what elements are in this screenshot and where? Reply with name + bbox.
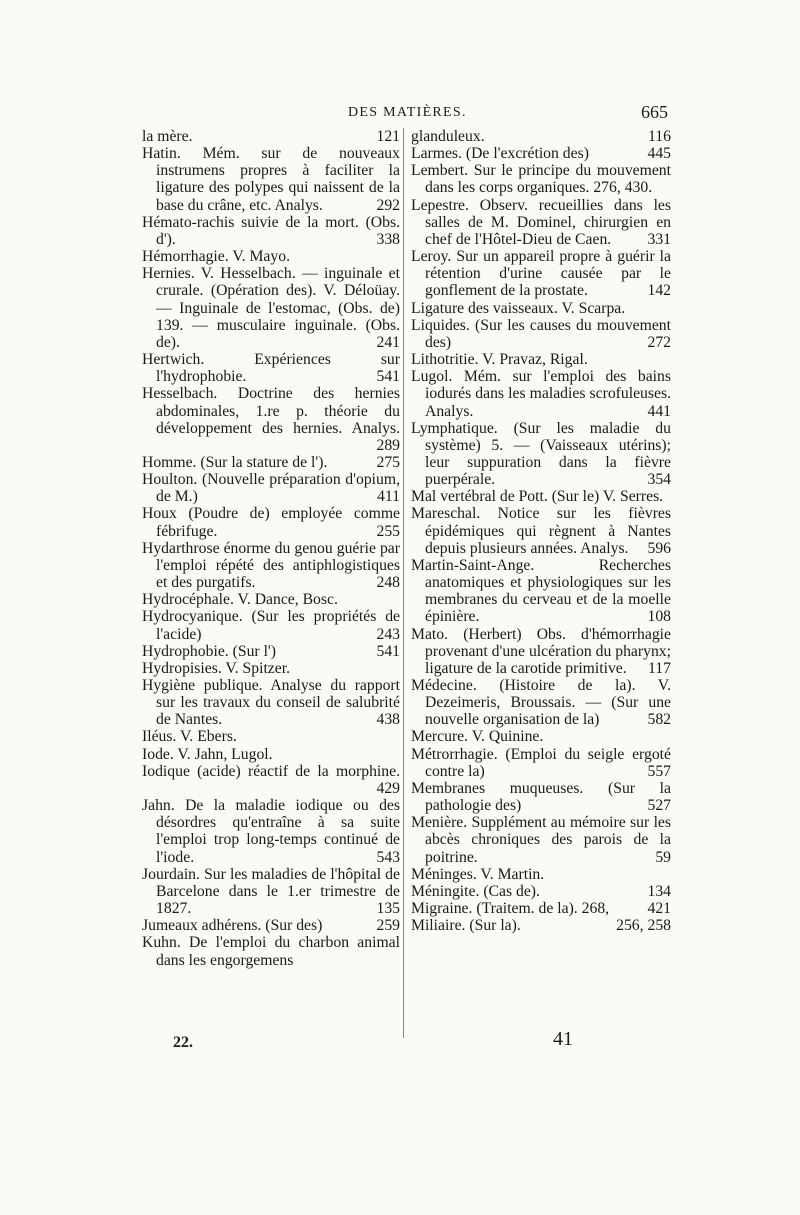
entry-page-ref: 527 [647, 797, 671, 815]
entry-text: Mato. (Herbert) Obs. d'hémorrhagie provenant d'une ulcération du pharynx; ligature de la carotide primitive. [411, 625, 671, 677]
entry-text: Lembert. Sur le principe du mouvement dans les corps organiques. 276, 430. [411, 162, 671, 197]
entry-page-ref: 421 [647, 900, 671, 918]
entry-text: Hydrocyanique. (Sur les propriétés de l'acide) [142, 608, 400, 643]
entry-page-ref: 441 [647, 402, 671, 420]
entry-text: Kuhn. De l'emploi du charbon animal dans les engorgemens [142, 934, 400, 969]
entry-text: Hernies. V. Hesselbach. — inguinale et crurale. (Opération des). V. Déloüay. — Inguinale de l'estomac, (Obs. de) 139. — musculaire inguinale. (Obs. de). [142, 265, 400, 351]
index-entry [411, 505, 671, 556]
entry-text: Jourdain. Sur les maladies de l'hôpital de Barcelone dans le 1.er trimestre de 1827. [142, 865, 400, 918]
entry-page-ref: 272 [647, 333, 671, 351]
entry-text: Liquides. (Sur les causes du mouvement des) [411, 316, 671, 351]
signature-mark: 22. [173, 1034, 193, 1051]
entry-text: Iode. V. Jahn, Lugol. [142, 745, 273, 763]
entry-page-ref: 248 [376, 574, 400, 592]
column-divider [403, 128, 404, 1038]
entry-page-ref: 243 [376, 625, 400, 643]
index-entry [142, 934, 400, 968]
entry-text: Hygiène publique. Analyse du rapport sur les travaux du conseil de salubrité de Nantes. [142, 677, 400, 729]
index-entry [142, 763, 400, 797]
index-entry [142, 660, 400, 677]
entry-page-ref: 331 [647, 230, 671, 248]
index-column-left [142, 128, 400, 969]
entry-text: Méninges. V. Martin. [411, 865, 545, 883]
entry-page-ref: 134 [647, 882, 671, 900]
catchword: 41 [553, 1028, 573, 1050]
index-entry [411, 900, 671, 917]
entry-page-ref: 135 [376, 900, 400, 918]
index-entry [142, 608, 400, 642]
index-entry [411, 197, 671, 248]
index-entry [142, 917, 400, 934]
index-entry [142, 145, 400, 214]
page-header [130, 102, 670, 128]
entry-text: Lithotritie. V. Pravaz, Rigal. [411, 351, 588, 369]
entry-text: la mère. [142, 128, 193, 145]
entry-text: Hydarthrose énorme du genou guérie par l'emploi répété des antiphlogistiques et des purgatifs. [142, 539, 400, 592]
entry-page-ref: 108 [647, 608, 671, 626]
index-entry [142, 591, 400, 608]
entry-text: Miliaire. (Sur la). [411, 917, 521, 935]
entry-page-ref: 116 [648, 128, 671, 145]
entry-page-ref: 541 [376, 368, 400, 386]
entry-text: Martin-Saint-Ange. Recherches anatomiques et physiologiques sur les membranes du cerveau et de la moelle épinière. [411, 556, 671, 626]
entry-text: Hertwich. Expériences sur l'hydrophobie. [142, 351, 400, 386]
index-entry [142, 728, 400, 745]
entry-page-ref: 289 [376, 436, 400, 454]
index-entry [411, 248, 671, 299]
entry-text: Métrorrhagie. (Emploi du seigle ergoté contre la) [411, 745, 671, 780]
entry-page-ref: 142 [647, 282, 671, 300]
index-entry [411, 317, 671, 351]
index-entry [411, 677, 671, 728]
index-entry [411, 883, 671, 900]
entry-text: Houlton. (Nouvelle préparation d'opium, de M.) [142, 471, 400, 506]
index-entry [411, 626, 671, 677]
entry-text: Migraine. (Traitem. de la). 268, [411, 900, 610, 918]
index-entry [411, 128, 671, 145]
index-entry [142, 797, 400, 866]
entry-text: Membranes muqueuses. (Sur la pathologie des) [411, 779, 671, 815]
entry-text: Iléus. V. Ebers. [142, 728, 237, 746]
entry-text: Jahn. De la maladie iodique ou des désordres qu'entraîne à sa suite l'emploi trop long-temps continué de l'iode. [142, 797, 400, 866]
entry-text: Hydrocéphale. V. Dance, Bosc. [142, 591, 338, 609]
entry-text: Méningite. (Cas de). [411, 882, 540, 900]
index-entry [142, 746, 400, 763]
index-entry [142, 643, 400, 660]
entry-text: Mareschal. Notice sur les fièvres épidémiques qui règnent à Nantes depuis plusieurs années. Analys. [411, 505, 671, 557]
entry-text: Larmes. (De l'excrétion des) [411, 145, 589, 163]
index-entry [411, 420, 671, 489]
entry-page-ref: 121 [376, 128, 400, 145]
entry-text: Homme. (Sur la stature de l'). [142, 453, 328, 471]
entry-text: Hémato-rachis suivie de la mort. (Obs. d'). [142, 213, 400, 248]
index-entry [411, 488, 671, 505]
entry-text: Mercure. V. Quinine. [411, 728, 544, 746]
index-entry [142, 505, 400, 539]
entry-page-ref: 117 [648, 659, 671, 677]
index-entry [411, 780, 671, 814]
entry-page-ref: 275 [376, 453, 400, 471]
entry-page-ref: 543 [376, 848, 400, 866]
index-entry [411, 728, 671, 745]
entry-text: Menière. Supplément au mémoire sur les abcès chroniques des parois de la poitrine. [411, 814, 671, 866]
entry-text: Hydrophobie. (Sur l') [142, 642, 276, 660]
entry-page-ref: 256, 258 [616, 917, 671, 935]
index-entry [142, 128, 400, 145]
index-entry [142, 214, 400, 248]
entry-page-ref: 354 [647, 471, 671, 489]
entry-page-ref: 557 [647, 762, 671, 780]
entry-page-ref: 59 [655, 848, 671, 866]
index-entry [411, 351, 671, 368]
index-entry [142, 677, 400, 728]
page-number: 665 [641, 102, 668, 122]
entry-page-ref: 541 [376, 642, 400, 660]
index-entry [411, 300, 671, 317]
index-entry [411, 866, 671, 883]
entry-text: Leroy. Sur un appareil propre à guérir la rétention d'urine causée par le gonflement de la prostate. [411, 248, 671, 300]
index-entry [142, 385, 400, 454]
entry-text: Hatin. Mém. sur de nouveaux instrumens propres à faciliter la ligature des polypes qui naissent de la base du crâne, etc. Analys. [142, 145, 400, 214]
index-entry [411, 557, 671, 626]
entry-text: Hémorrhagie. V. Mayo. [142, 248, 290, 266]
entry-text: Houx (Poudre de) employée comme fébrifuge. [142, 505, 400, 540]
entry-text: Iodique (acide) réactif de la morphine. [142, 762, 400, 780]
entry-page-ref: 338 [376, 230, 400, 248]
entry-text: Lepestre. Observ. recueillies dans les salles de M. Dominel, chirurgien en chef de l'Hôtel-Dieu de Caen. [411, 196, 671, 248]
entry-page-ref: 255 [376, 522, 400, 540]
entry-page-ref: 292 [376, 196, 400, 214]
entry-page-ref: 445 [647, 145, 671, 163]
index-entry [411, 162, 671, 196]
running-head: DES MATIÈRES. [348, 105, 467, 120]
entry-text: Hesselbach. Doctrine des hernies abdominales, 1.re p. théorie du développement des hernies. Analys. [142, 385, 400, 437]
index-entry [142, 265, 400, 351]
entry-text: glanduleux. [411, 128, 485, 145]
index-column-right [411, 128, 671, 934]
entry-text: Lymphatique. (Sur les maladie du système) 5. — (Vaisseaux utérins); leur suppuration dans la fièvre puerpérale. [411, 419, 671, 489]
entry-page-ref: 596 [647, 539, 671, 557]
entry-page-ref: 259 [376, 917, 400, 935]
entry-text: Hydropisies. V. Spitzer. [142, 659, 291, 677]
entry-text: Jumeaux adhérens. (Sur des) [142, 917, 323, 935]
index-entry [142, 248, 400, 265]
entry-page-ref: 411 [377, 488, 400, 506]
index-entry [142, 866, 400, 917]
index-entry [411, 746, 671, 780]
index-entry [142, 540, 400, 591]
entry-text: Médecine. (Histoire de la). V. Dezeimeris, Broussais. — (Sur une nouvelle organisation de la) [411, 677, 671, 729]
entry-page-ref: 241 [376, 333, 400, 351]
entry-page-ref: 429 [376, 779, 400, 797]
index-entry [411, 814, 671, 865]
entry-text: Lugol. Mém. sur l'emploi des bains iodurés dans les maladies scrofuleuses. Analys. [411, 368, 671, 420]
entry-page-ref: 582 [647, 711, 671, 729]
index-entry [411, 145, 671, 162]
index-entry [411, 917, 671, 934]
index-entry [142, 471, 400, 505]
index-entry [142, 351, 400, 385]
entry-text: Mal vertébral de Pott. (Sur le) V. Serres. [411, 488, 664, 506]
entry-text: Ligature des vaisseaux. V. Scarpa. [411, 299, 626, 317]
entry-page-ref: 438 [376, 711, 400, 729]
index-entry [411, 368, 671, 419]
index-entry [142, 454, 400, 471]
